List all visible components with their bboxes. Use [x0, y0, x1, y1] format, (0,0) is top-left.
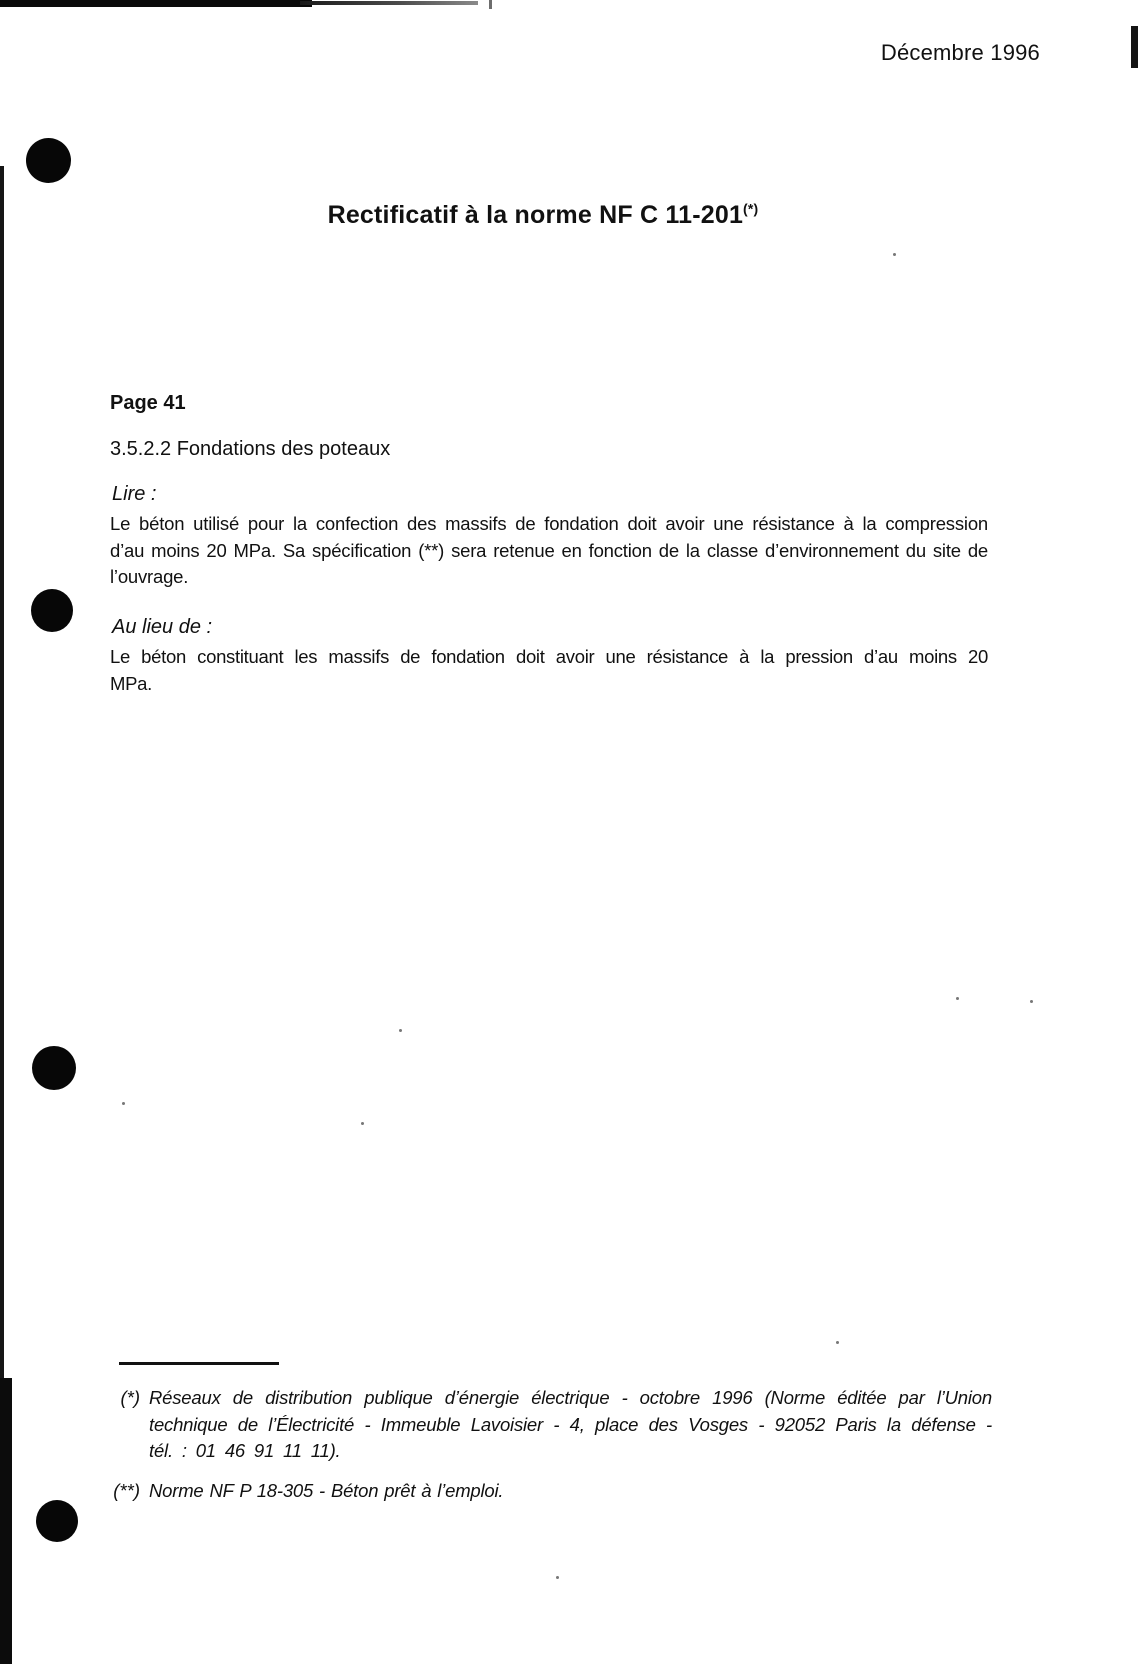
scan-artifact-tick: [489, 0, 492, 9]
title-footnote-reference: (*): [743, 200, 759, 217]
scan-speck: [399, 1029, 402, 1032]
footnote-text: Réseaux de distribution publique d’énergie électrique - octobre 1996 (Norme éditée par l’Union technique de l’Électricité - Immeuble Lavoisier - 4, place des Vosges - 92052 Paris la défense - tél. : 01 46 91 11 11).: [149, 1387, 992, 1461]
lire-label: Lire :: [112, 483, 157, 505]
scan-artifact-top-bar: [0, 0, 312, 7]
au-lieu-de-label: Au lieu de :: [112, 616, 213, 638]
punch-hole-dot: [36, 1500, 78, 1542]
punch-hole-dot: [26, 138, 71, 183]
footnote-divider-rule: [119, 1362, 279, 1365]
footnote-marker: (*): [120, 1387, 140, 1408]
scan-speck: [361, 1122, 364, 1125]
document-title: [0, 201, 1112, 230]
lire-paragraph: Le béton utilisé pour la confection des massifs de fondation doit avoir une résistance à la compression d’au moins 20 MPa. Sa spécification (**) sera retenue en fonction de la classe d’environnement du site de l’ouvrage.: [110, 513, 988, 587]
document-date: Décembre 1996: [880, 40, 1040, 65]
scan-speck: [893, 253, 896, 256]
scan-speck: [556, 1576, 559, 1579]
punch-hole-dot: [31, 589, 73, 632]
footnotes-section: [96, 1385, 992, 1504]
scan-speck: [122, 1102, 125, 1105]
scan-speck: [956, 997, 959, 1000]
scan-artifact-right-edge: [1131, 26, 1138, 68]
au-lieu-de-paragraph: Le béton constituant les massifs de fondation doit avoir une résistance à la pression d’au moins 20 MPa.: [110, 646, 988, 694]
punch-hole-dot: [32, 1046, 76, 1090]
footnote-double-asterisk: [96, 1478, 992, 1505]
scan-speck: [836, 1341, 839, 1344]
scan-artifact-top-bar-fade: [300, 1, 478, 5]
footnote-asterisk: [96, 1385, 992, 1465]
scan-speck: [1030, 1000, 1033, 1003]
footnote-marker: (**): [113, 1479, 140, 1501]
page-reference-label: Page 41: [110, 392, 186, 414]
footnote-text: Norme NF P 18-305 - Béton prêt à l’emploi.: [149, 1479, 504, 1501]
document-title-text: Rectificatif à la norme NF C 11-201: [327, 201, 744, 229]
scan-artifact-left-edge-line-bottom: [0, 1378, 12, 1664]
section-heading: 3.5.2.2 Fondations des poteaux: [110, 438, 391, 460]
